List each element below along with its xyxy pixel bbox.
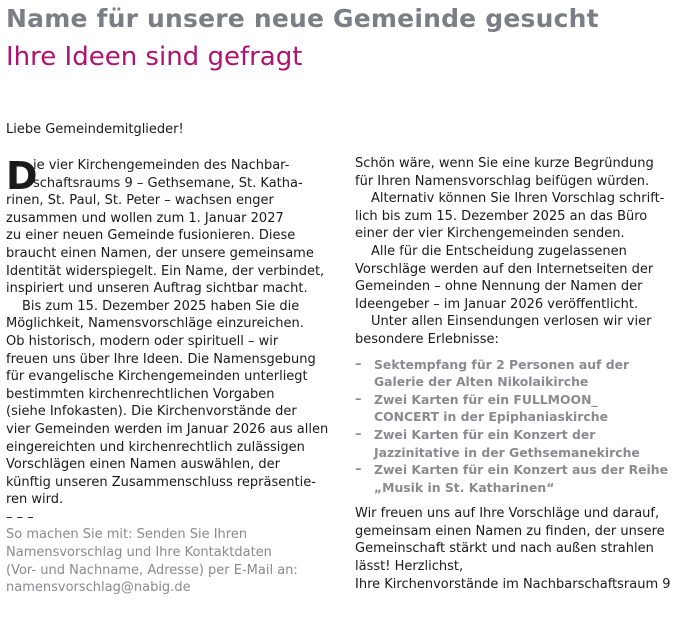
instructions-box (6, 526, 338, 596)
prize-line: Sektempfang für 2 Personen auf der (374, 356, 630, 372)
text-line: Vorschläge werden auf den Internetseiten der (355, 261, 654, 277)
text-line: für Ihren Namensvorschlag beifügen würden. (355, 173, 650, 189)
text-line: Schön wäre, wenn Sie eine kurze Begründung (355, 156, 654, 171)
text-line: (siehe Infokasten). Die Kirchenvorstände der (6, 404, 297, 420)
prize-list (355, 356, 669, 497)
text-line: bestimmten kirchenrechtlichen Vorgaben (6, 386, 275, 402)
raffle-paragraph (355, 313, 669, 348)
list-item (355, 426, 669, 461)
prize-line: Galerie der Alten Nikolaikirche (374, 374, 589, 390)
postal-paragraph (355, 190, 669, 243)
text-line: einer der vier Kirchengemeinden senden. (355, 226, 625, 242)
article-right-column (355, 155, 669, 593)
text-line: Vorschlägen einen Namen auswählen, der (6, 457, 281, 473)
article-left-column (6, 154, 338, 597)
list-item (355, 356, 669, 391)
text-line: Namensvorschlag und Ihre Kontaktdaten (6, 545, 272, 561)
list-item (355, 391, 669, 426)
prize-line: Jazzinitative in der Gethsemanekirche (374, 444, 640, 460)
text-line: Unter allen Einsendungen verlosen wir vier (371, 314, 652, 330)
page-subtitle: Ihre Ideen sind gefragt (6, 42, 303, 72)
text-line: ren wird. (6, 492, 64, 508)
intro-paragraph (6, 154, 338, 298)
publication-paragraph (355, 243, 669, 313)
text-line: Gemeinden – ohne Nennung der Namen der (355, 279, 643, 295)
text-line: (Vor- und Nachname, Adresse) per E-Mail an: (6, 562, 298, 578)
text-line: zusammen und wollen zum 1. Januar 2027 (6, 210, 284, 226)
text-line: lich bis zum 15. Dezember 2025 an das Büro (355, 208, 648, 224)
text-line: gemeinsam einen Namen zu finden, der unsere (355, 523, 665, 539)
bullet-dash-icon: – (355, 426, 362, 442)
bullet-dash-icon: – (355, 462, 362, 478)
signature-line: Ihre Kirchenvorstände im Nachbarschaftsraum 9 (355, 576, 671, 592)
text-line: Alle für die Entscheidung zugelassenen (371, 243, 627, 259)
greeting: Liebe Gemeindemitglieder! (6, 122, 184, 137)
text-line: für evangelische Kirchengemeinden unterliegt (6, 369, 308, 385)
text-line: ie vier Kirchengemeinden des Nachbar- (33, 158, 290, 173)
text-line: Ob historisch, modern oder spirituell – wir (6, 333, 279, 349)
spacer (355, 349, 669, 356)
prize-line: CONCERT in der Epiphaniaskirche (374, 409, 608, 425)
text-line: besondere Erlebnisse: (355, 331, 499, 347)
text-line: Möglichkeit, Namensvorschläge einzureichen. (6, 316, 304, 332)
bullet-dash-icon: – (355, 391, 362, 407)
drop-cap: D (6, 154, 38, 198)
text-line: zu einer neuen Gemeinde fusionieren. Diese (6, 228, 296, 244)
prize-line: Zwei Karten für ein FULLMOON_ (374, 391, 598, 407)
text-line: Identität widerspiegelt. Ein Name, der verbindet, (6, 263, 325, 279)
text-line: künftig unseren Zusammenschluss repräsentie- (6, 474, 316, 490)
list-item (355, 461, 669, 496)
text-line: Bis zum 15. Dezember 2025 haben Sie die (22, 298, 300, 314)
section-separator: – – – (6, 509, 34, 525)
prize-line: „Musik in St. Katharinen“ (374, 479, 555, 495)
spacer (355, 496, 669, 505)
text-line: braucht einen Namen, der unsere gemeinsame (6, 245, 314, 261)
text-line: eingereichten und kirchenrechtlich zulässigen (6, 439, 305, 455)
text-line: Alternativ können Sie Ihren Vorschlag schrift- (371, 191, 665, 207)
text-line: Wir freuen uns auf Ihre Vorschläge und darauf, (355, 506, 660, 522)
reason-paragraph (355, 155, 669, 190)
text-line: rinen, St. Paul, St. Peter – wachsen enger (6, 193, 274, 209)
text-line: lässt! Herzlichst, (355, 559, 464, 575)
text-line: Ideengeber – im Januar 2026 veröffentlicht. (355, 296, 639, 312)
text-line: So machen Sie mit: Senden Sie Ihren (6, 527, 248, 543)
prize-line: Zwei Karten für ein Konzert aus der Reihe (374, 462, 669, 478)
text-line: vier Gemeinden werden im Januar 2026 aus allen (6, 421, 329, 437)
deadline-paragraph (6, 298, 338, 509)
text-line: inspiriert und unseren Auftrag sichtbar macht. (6, 281, 308, 297)
bullet-dash-icon: – (355, 356, 362, 372)
prize-line: Zwei Karten für ein Konzert der (374, 426, 596, 442)
page-title: Name für unsere neue Gemeinde gesucht (6, 4, 599, 33)
text-line: schaftsraums 9 – Gethsemane, St. Katha- (33, 175, 303, 191)
text-line: freuen uns über Ihre Ideen. Die Namensgebung (6, 351, 316, 367)
text-line: Gemeinschaft stärkt und nach außen strahlen (355, 541, 654, 557)
email-link[interactable]: namensvorschlag@nabig.de (6, 580, 191, 596)
closing-paragraph (355, 505, 669, 593)
